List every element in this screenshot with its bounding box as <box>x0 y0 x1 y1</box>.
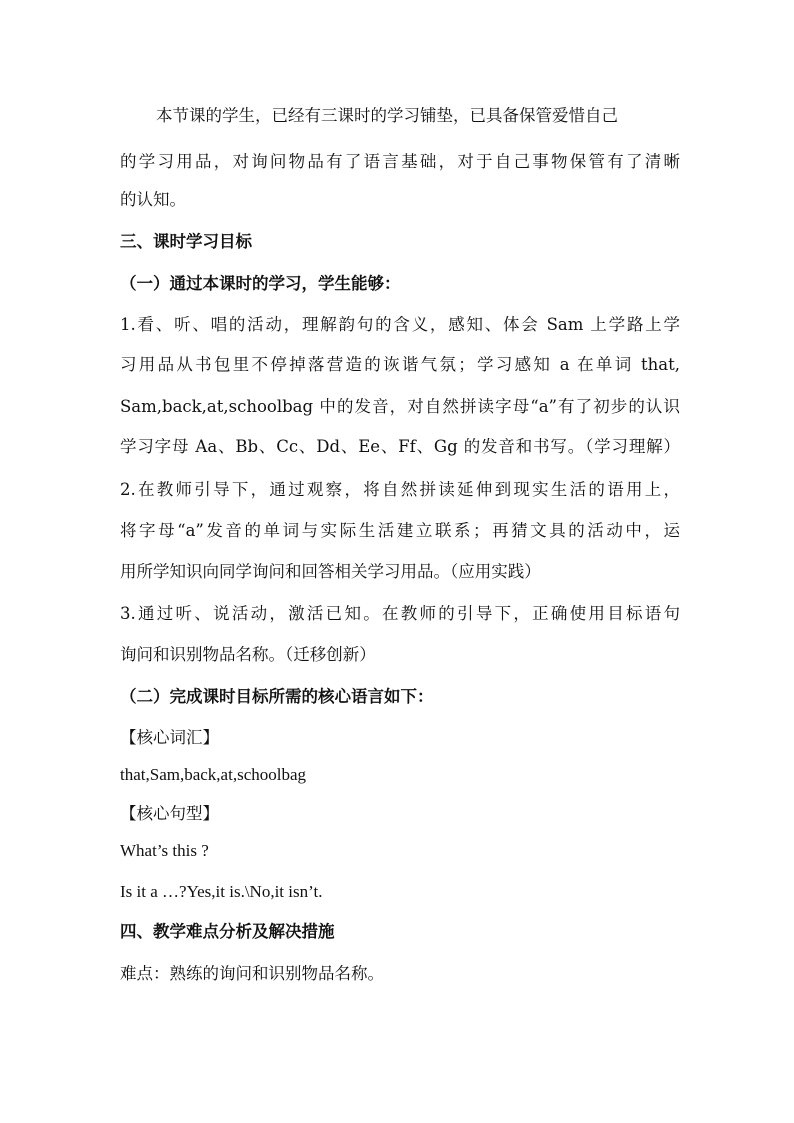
core-vocabulary-words: that,Sam,back,at,schoolbag <box>120 765 307 784</box>
goal-1-line-1: 1.看、听、唱的活动，理解韵句的含义，感知、体会 Sam 上学路上学 <box>120 315 680 334</box>
goal-2-line-3: 用所学知识向同学询问和回答相关学习用品。（应用实践） <box>120 562 541 581</box>
goal-2-line-1: 2.在教师引导下，通过观察，将自然拼读延伸到现实生活的语用上， <box>120 480 680 499</box>
goal-1-line-3: Sam,back,at,schoolbag 中的发音，对自然拼读字母“a”有了初步的认识 <box>120 397 680 416</box>
goal-1-line-4: 学习字母 Aa、Bb、Cc、Dd、Ee、Ff、Gg 的发音和书写。（学习理解） <box>120 437 680 456</box>
core-pattern-2: Is it a …?Yes,it is.\No,it isn’t. <box>120 882 323 901</box>
section-4-heading: 四、教学难点分析及解决措施 <box>120 922 335 941</box>
section-3-heading: 三、课时学习目标 <box>120 232 252 251</box>
goal-3-line-2: 询问和识别物品名称。（迁移创新） <box>120 645 376 664</box>
subsection-2-heading: （二）完成课时目标所需的核心语言如下： <box>120 687 434 706</box>
core-pattern-1: What’s this ? <box>120 841 209 860</box>
intro-line-2: 的学习用品，对询问物品有了语言基础，对于自己事物保管有了清晰 <box>120 152 680 171</box>
goal-3-line-1: 3.通过听、说活动，激活已知。在教师的引导下，正确使用目标语句 <box>120 604 680 623</box>
intro-line-1: 本节课的学生，已经有三课时的学习铺垫，已具备保管爱惜自己 <box>156 106 618 125</box>
difficulty-text: 难点：熟练的询问和识别物品名称。 <box>120 964 384 983</box>
goal-2-line-2: 将字母“a”发音的单词与实际生活建立联系；再猜文具的活动中，运 <box>120 521 680 540</box>
goal-1-line-2: 习用品从书包里不停掉落营造的诙谐气氛；学习感知 a 在单词 that, <box>120 355 680 374</box>
core-pattern-label: 【核心句型】 <box>120 804 219 823</box>
intro-line-3: 的认知。 <box>120 190 186 209</box>
subsection-1-heading: （一）通过本课时的学习，学生能够： <box>120 274 401 293</box>
core-vocabulary-label: 【核心词汇】 <box>120 728 219 747</box>
